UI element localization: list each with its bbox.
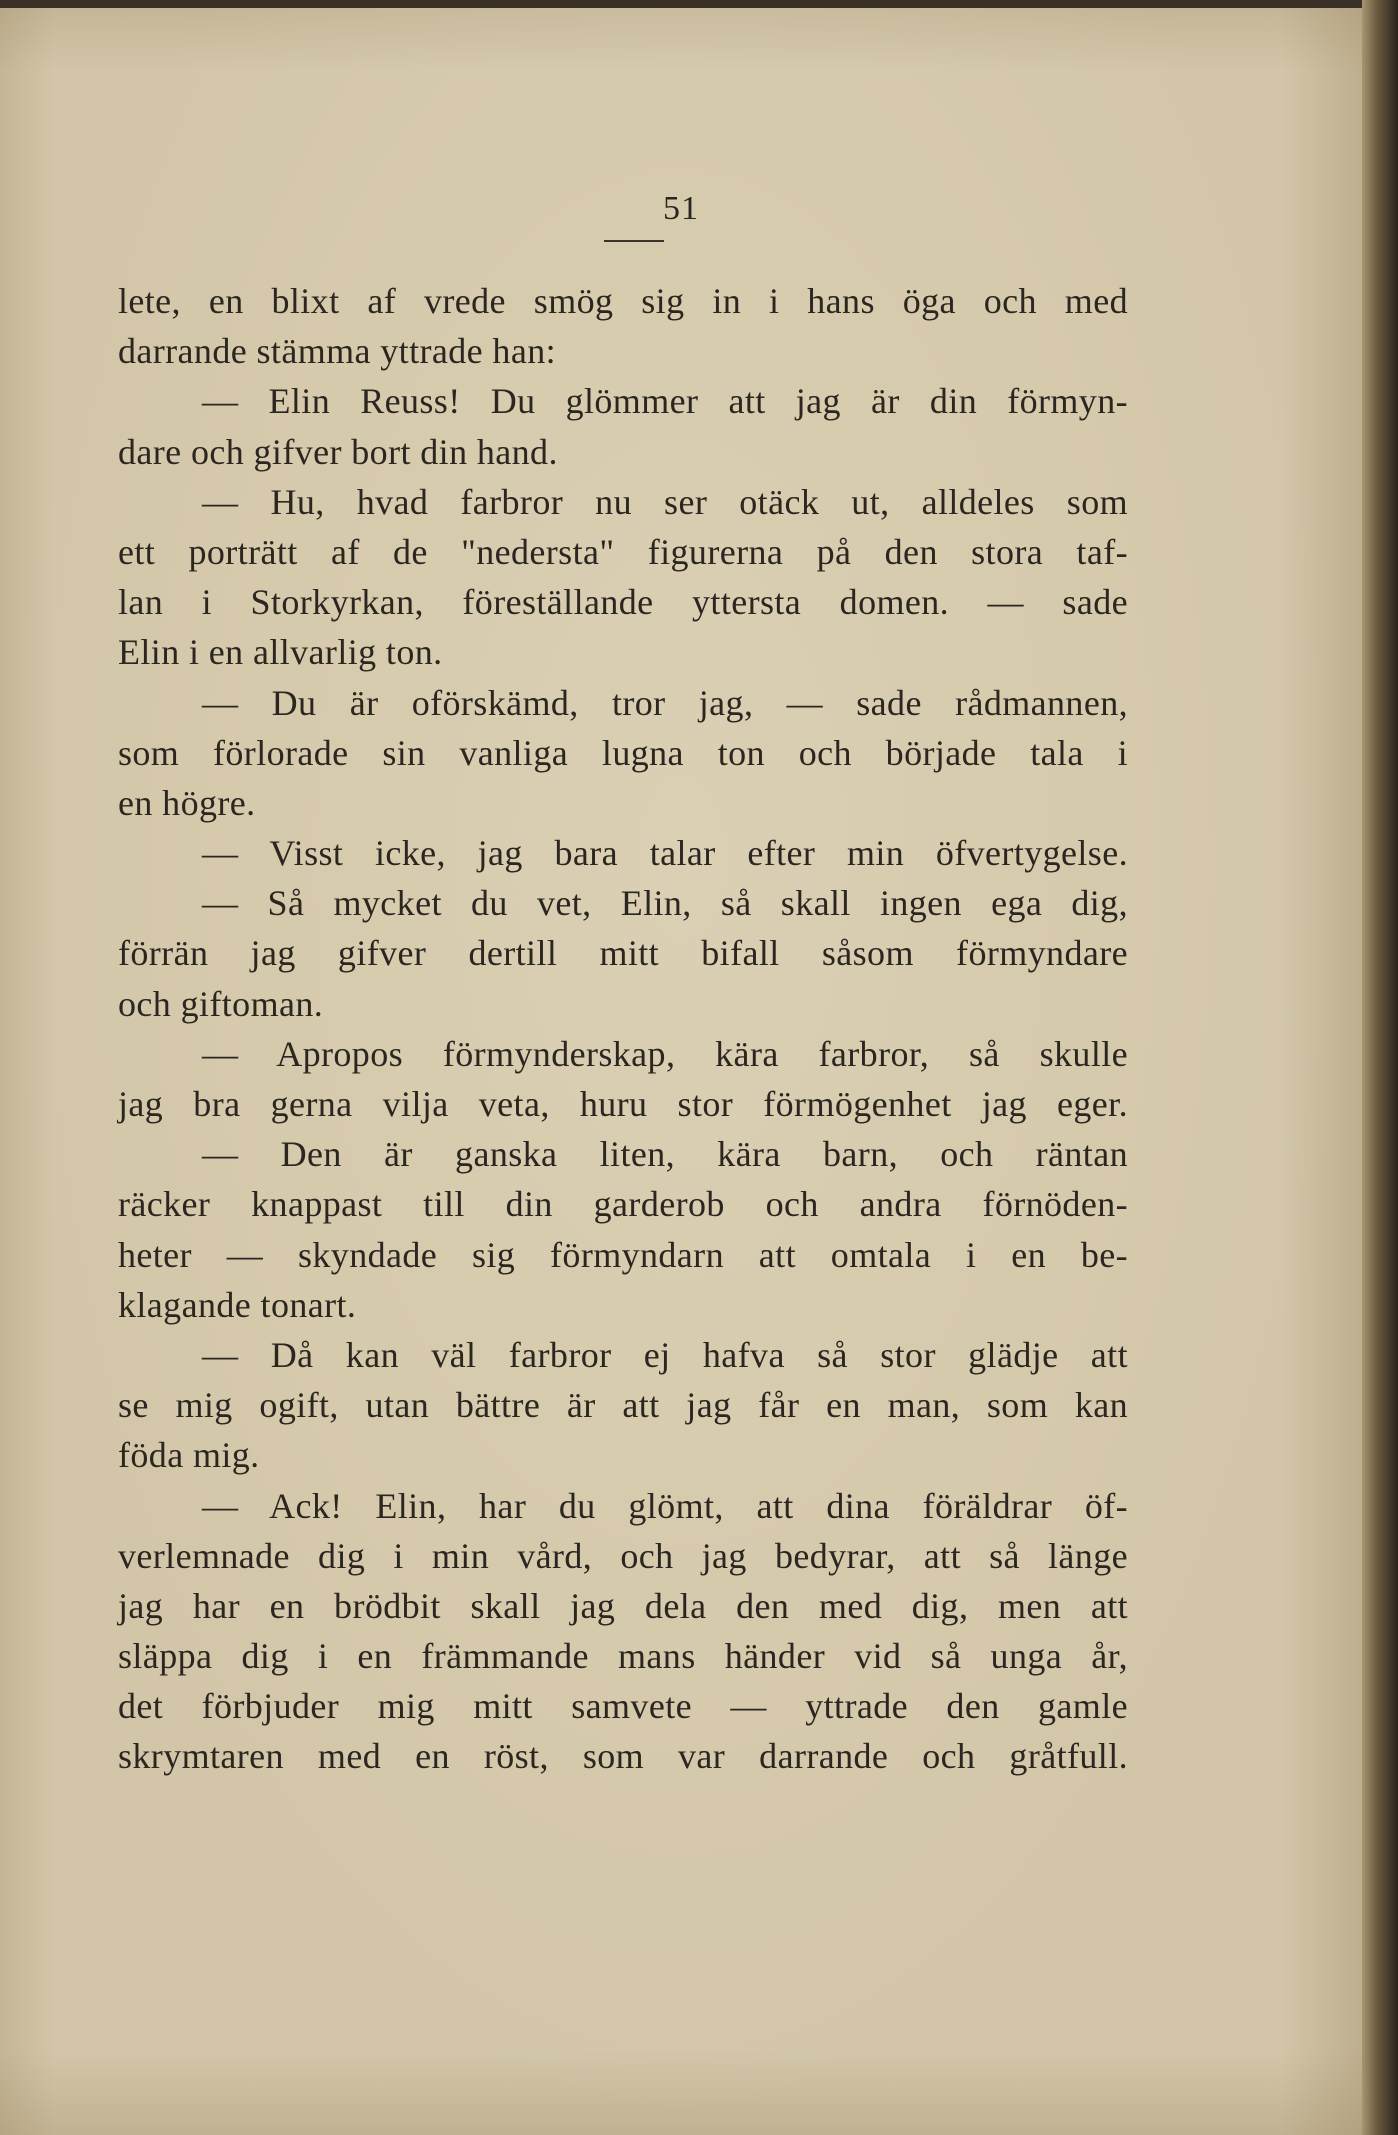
text-line: och giftoman. <box>118 983 324 1024</box>
text-line: darrande stämma yttrade han: <box>118 331 557 372</box>
text-line: se mig ogift, utan bättre är att jag får en man, som kan <box>118 1385 1128 1426</box>
page-number: 51 <box>663 190 699 227</box>
text-line: — Apropos förmynderskap, kära farbror, så skulle <box>202 1033 1128 1074</box>
text-line: ett porträtt af de "nedersta" figurerna på den stora taf- <box>118 531 1128 572</box>
text-line: lan i Storkyrkan, föreställande yttersta domen. — sade <box>118 582 1128 623</box>
text-line: dare och gifver bort din hand. <box>118 431 558 472</box>
text-line: — Du är oförskämd, tror jag, — sade rådmannen, <box>202 682 1128 723</box>
text-line: heter — skyndade sig förmyndarn att omtala i en be- <box>118 1234 1128 1275</box>
text-line: förrän jag gifver dertill mitt bifall såsom förmyndare <box>118 933 1128 974</box>
text-line: det förbjuder mig mitt samvete — yttrade den gamle <box>118 1686 1128 1727</box>
page-number-rule <box>604 240 664 242</box>
text-line: en högre. <box>118 782 256 823</box>
text-line: — Hu, hvad farbror nu ser otäck ut, alldeles som <box>202 481 1128 522</box>
text-line: skrymtaren med en röst, som var darrande och gråtfull. <box>118 1736 1128 1777</box>
text-line: räcker knappast till din garderob och andra förnöden- <box>118 1184 1128 1225</box>
text-line: lete, en blixt af vrede smög sig in i hans öga och med <box>118 281 1128 321</box>
page-edge-shadow <box>1362 0 1398 2135</box>
book-page <box>0 8 1365 2135</box>
text-line: släppa dig i en främmande mans händer vid så unga år, <box>118 1636 1128 1677</box>
text-line: — Så mycket du vet, Elin, så skall ingen ega dig, <box>202 883 1128 924</box>
body-text <box>118 276 1128 1782</box>
text-line: — Elin Reuss! Du glömmer att jag är din förmyn- <box>202 381 1128 422</box>
text-line: jag bra gerna vilja veta, huru stor förmögenhet jag eger. <box>118 1084 1128 1124</box>
text-line: — Då kan väl farbror ej hafva så stor glädje att <box>202 1334 1128 1375</box>
text-line: jag har en brödbit skall jag dela den med dig, men att <box>118 1585 1128 1626</box>
text-line: Elin i en allvarlig ton. <box>118 632 443 673</box>
text-line: som förlorade sin vanliga lugna ton och började tala i <box>118 732 1128 773</box>
text-line: — Visst icke, jag bara talar efter min öfvertygelse. <box>202 833 1128 874</box>
text-line: — Ack! Elin, har du glömt, att dina föräldrar öf- <box>202 1485 1128 1526</box>
text-line: — Den är ganska liten, kära barn, och räntan <box>202 1134 1128 1175</box>
text-line: verlemnade dig i min vård, och jag bedyrar, att så länge <box>118 1535 1128 1576</box>
text-line: klagande tonart. <box>118 1284 357 1325</box>
text-line: föda mig. <box>118 1435 260 1476</box>
